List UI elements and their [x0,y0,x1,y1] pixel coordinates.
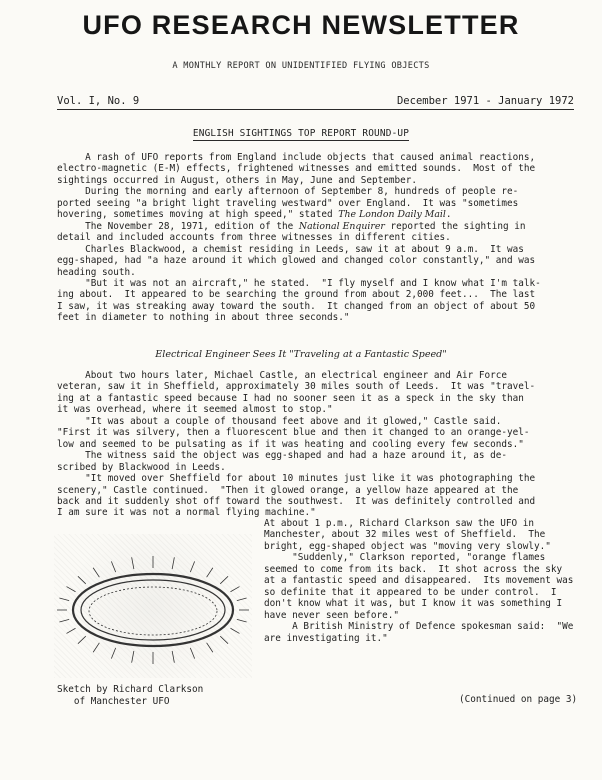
issue-line [57,95,574,110]
article-line: hovering, sometimes moving at high speed," stated The London Daily Mail. [57,209,452,221]
caption-line: Sketch by Richard Clarkson [57,684,204,695]
article-line: back and it suddenly shot off toward the southwest. It was definitely controlled and [57,495,536,507]
article-line: scenery," Castle continued. "Then it glowed orange, a yellow haze appeared at the [57,484,519,496]
article-line: veteran, saw it in Sheffield, approximately 30 miles south of Leeds. It was "travel- [57,381,536,393]
article-line: "But it was not an aircraft," he stated. "I fly myself and I know what I'm talk- [57,277,541,289]
article-line: ing at a fantastic speed because I had no sooner seen it as a speck in the sky than [57,392,524,404]
article-subhead: Electrical Engineer Sees It "Traveling at a Fantastic Speed" [155,349,447,360]
article-line: scribed by Blackwood in Leeds. [57,461,226,473]
article-line: I am sure it was not a normal flying machine." [57,507,316,519]
article-line: so definite that it appeared to be under control. I [264,586,557,598]
article-line: ing about. It appeared to be searching the ground from about 2,000 feet... The last [57,289,536,301]
article-line: sightings occurred in August, others in May, June and September. [57,174,418,186]
article-line: I saw, it was streaking away toward the south. It changed from an object of about 50 [57,300,536,312]
article-line: The November 28, 1971, edition of the National Enquirer reported the sighting in [57,220,526,232]
article-line: "It was about a couple of thousand feet above and it glowed," Castle said. [57,415,502,427]
article-line: detail and included accounts from three witnesses in different cities. [57,232,451,244]
article-line: "Suddenly," Clarkson reported, "orange flames [264,552,546,564]
article-line: During the morning and early afternoon of September 8, hundreds of people re- [57,186,519,198]
article-headline [0,128,602,139]
article-headline-text: ENGLISH SIGHTINGS TOP REPORT ROUND-UP [192,128,410,139]
article-line: "First it was silvery, then a fluorescent blue and then it changed to an orange-yel- [57,427,530,439]
issue-volume: Vol. I, No. 9 [57,95,140,107]
article-line: it was overhead, where it seemed almost to stop." [57,404,333,416]
article-line: at a fantastic speed and disappeared. Its movement was [264,575,574,587]
publication-name: National Enquirer [298,220,385,232]
article-line: A British Ministry of Defence spokesman said: "We [264,621,574,633]
publication-name: The London Daily Mail [338,209,446,221]
article-line: egg-shaped, had "a haze around it which glowed and changed color constantly," and was [57,255,536,267]
article-line: have never seen before." [264,609,400,621]
ufo-sketch-illustration [54,534,252,678]
article-line: low and seemed to be pulsating as if it was heating and cooling every few seconds." [57,438,524,450]
article-line: heading south. [57,266,136,278]
article-line: Manchester, about 32 miles west of Sheffield. The [264,529,546,541]
article-body [57,152,574,324]
article-line: bright, egg-shaped object was "moving very slowly." [264,540,551,552]
article-line: are investigating it." [264,632,388,644]
article-line: ported seeing "a bright light traveling westward" over England. It was "sometimes [57,197,519,209]
article-line: electro-magnetic (E-M) effects, frightened witnesses and emitted sounds. Most of the [57,163,536,175]
article-body-continued [57,370,574,519]
ufo-sketch [54,534,252,678]
issue-date: December 1971 - January 1972 [396,95,574,107]
article-line: The witness said the object was egg-shaped and had a haze around it, as de- [57,450,508,462]
article-line: feet in diameter to nothing in about three seconds." [57,312,350,324]
article-line: seemed to come from its back. It shot across the sky [264,563,563,575]
continued-note: (Continued on page 3) [459,694,578,705]
article-line: Charles Blackwood, a chemist residing in Leeds, saw it at about 9 a.m. It was [57,243,524,255]
article-body-side [264,518,576,644]
masthead-subtitle: A MONTHLY REPORT ON UNIDENTIFIED FLYING OBJECTS [172,61,430,71]
article-line: At about 1 p.m., Richard Clarkson saw the UFO in [264,518,535,529]
article-line: "It moved over Sheffield for about 10 minutes just like it was photographing the [57,473,536,485]
article-line: About two hours later, Michael Castle, an electrical engineer and Air Force [57,370,508,381]
caption-line: of Manchester UFO [57,696,170,707]
article-line: don't know what it was, but I know it was something I [264,598,563,610]
masthead-title: UFO RESEARCH NEWSLETTER [82,10,520,40]
article-line: A rash of UFO reports from England include objects that caused animal reactions, [57,152,536,163]
sketch-caption [57,684,257,708]
